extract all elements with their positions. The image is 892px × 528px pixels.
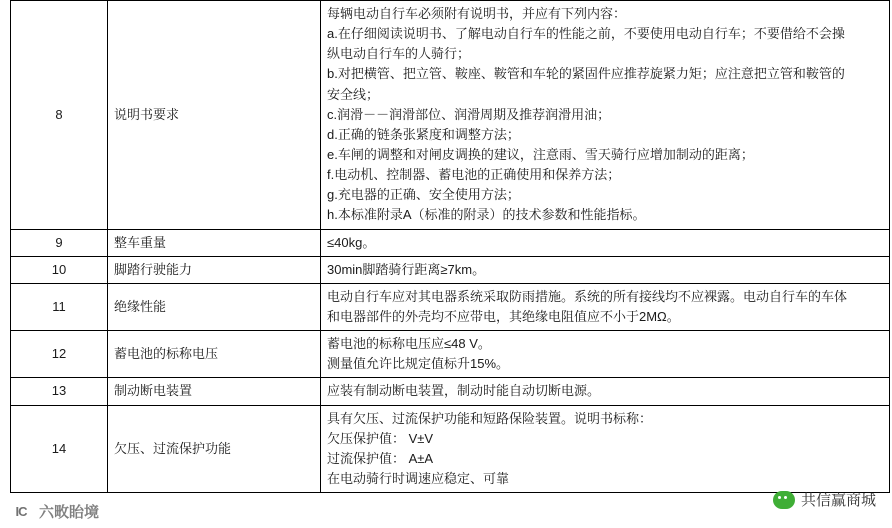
table-row (11, 256, 890, 283)
desc-line: ≤40kg。 (327, 234, 376, 250)
row-number: 13 (11, 378, 108, 405)
row-number: 11 (11, 283, 108, 330)
desc-line: 安全线； (327, 86, 380, 102)
desc-line: 应装有制动断电装置，制动时能自动切断电源。 (327, 383, 601, 399)
table-row (11, 283, 890, 330)
row-description (321, 1, 890, 230)
desc-line: 测量值允许比规定值标升15%。 (327, 356, 510, 372)
desc-line: c.润滑－－润滑部位、润滑周期及推荐润滑用油； (327, 106, 611, 122)
table-row (11, 331, 890, 378)
row-number: 9 (11, 229, 108, 256)
desc-line: a.在仔细阅读说明书、了解电动自行车的性能之前，不要使用电动自行车；不要借给不会操 (327, 26, 845, 42)
row-item-name: 欠压、过流保护功能 (108, 405, 321, 493)
row-description (321, 256, 890, 283)
row-number: 12 (11, 331, 108, 378)
table-row (11, 229, 890, 256)
desc-line: b.对把横管、把立管、鞍座、鞍管和车轮的紧固件应推荐旋紧力矩；应注意把立管和鞍管的 (327, 66, 845, 82)
desc-line: 蓄电池的标称电压应≤48 V。 (327, 336, 491, 352)
watermark-right (773, 489, 876, 510)
wechat-icon (773, 491, 795, 509)
row-description (321, 405, 890, 493)
watermark-left-label: 六畋眙境 (39, 504, 100, 521)
specification-table (10, 0, 890, 493)
table-row (11, 1, 890, 230)
row-number: 14 (11, 405, 108, 493)
row-item-name: 制动断电装置 (108, 378, 321, 405)
row-description (321, 229, 890, 256)
row-item-name: 蓄电池的标称电压 (108, 331, 321, 378)
desc-line: 过流保护值： A±A (327, 450, 434, 466)
row-description (321, 331, 890, 378)
watermark-logo-icon: IC (8, 502, 34, 522)
row-item-name: 绝缘性能 (108, 283, 321, 330)
desc-line: e.车闸的调整和对闸皮调换的建议，注意雨、雪天骑行应增加制动的距离； (327, 146, 754, 162)
watermark-right-label: 共信赢商城 (800, 492, 876, 509)
desc-line: f.电动机、控制器、蓄电池的正确使用和保养方法； (327, 167, 621, 183)
desc-line: 在电动骑行时调速应稳定、可靠 (327, 470, 510, 486)
table-row (11, 405, 890, 493)
row-item-name: 说明书要求 (108, 1, 321, 230)
row-item-name: 整车重量 (108, 229, 321, 256)
row-number: 10 (11, 256, 108, 283)
watermark-left (8, 501, 99, 522)
row-description (321, 283, 890, 330)
desc-line: 具有欠压、过流保护功能和短路保险装置。说明书标称： (327, 410, 653, 426)
desc-line: 欠压保护值： V±V (327, 430, 434, 446)
row-description (321, 378, 890, 405)
table-body (11, 1, 890, 493)
table-row (11, 378, 890, 405)
row-item-name: 脚踏行驶能力 (108, 256, 321, 283)
desc-line: 每辆电动自行车必须附有说明书，并应有下列内容： (327, 6, 627, 21)
desc-line: g.充电器的正确、安全使用方法； (327, 187, 520, 203)
desc-line: h.本标准附录A（标准的附录）的技术参数和性能指标。 (327, 207, 646, 223)
desc-line: 和电器部件的外壳均不应带电，其绝缘电阻值应不小于2MΩ。 (327, 308, 680, 324)
row-number: 8 (11, 1, 108, 230)
desc-line: d.正确的链条张紧度和调整方法； (327, 126, 520, 142)
desc-line: 30min脚踏骑行距离≥7km。 (327, 261, 486, 277)
desc-line: 纵电动自行车的人骑行； (327, 46, 471, 62)
desc-line: 电动自行车应对其电器系统采取防雨措施。系统的所有接线均不应裸露。电动自行车的车体 (327, 288, 848, 304)
